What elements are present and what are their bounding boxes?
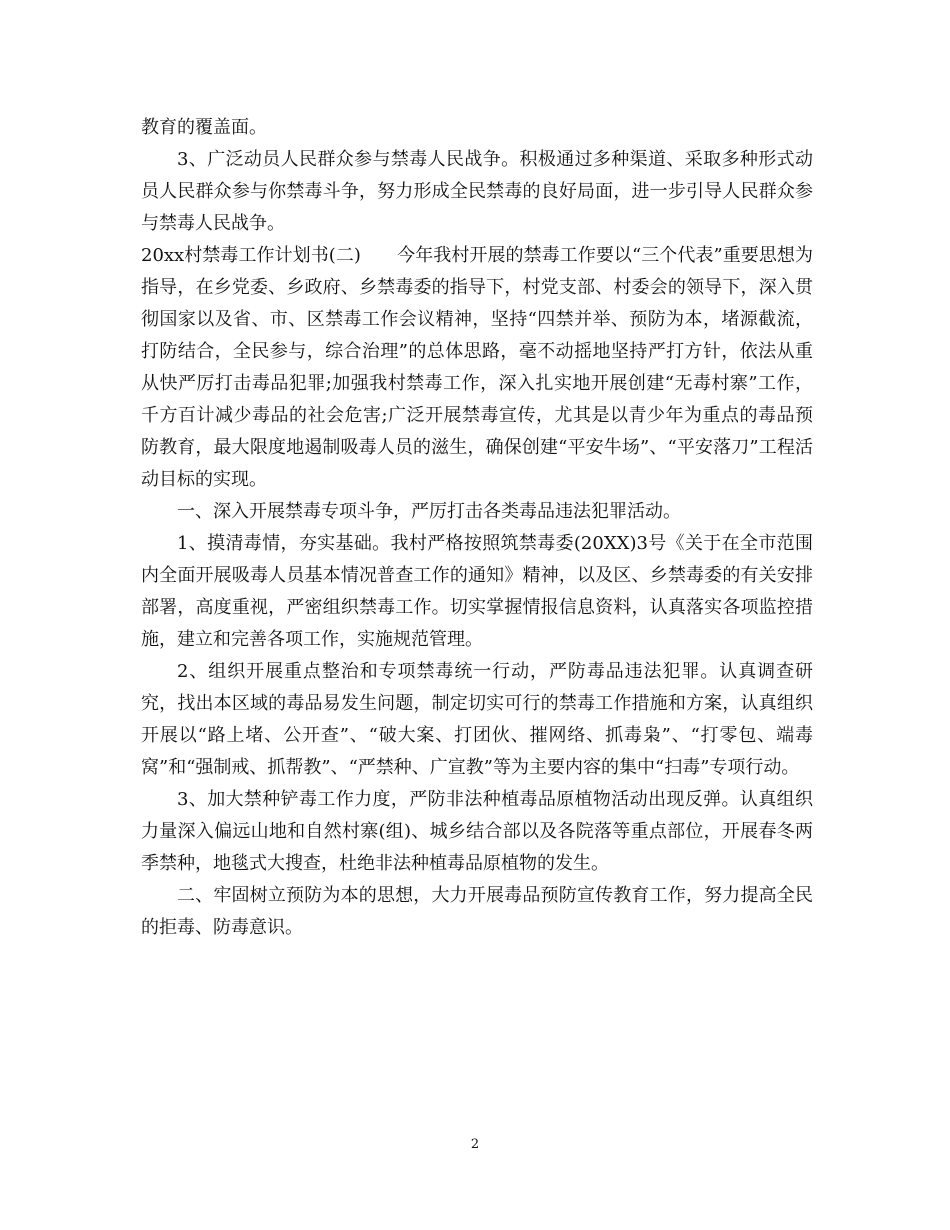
paragraph-7: 3、加大禁种铲毒工作力度，严防非法种植毒品原植物活动出现反弹。认真组织力量深入偏远山地和自然村寨(组)、城乡结合部以及各院落等重点部位，开展春冬两季禁种，地毯式大搜查，杜绝非法种植毒品原植物的发生。 xyxy=(141,789,813,874)
paragraph-6: 2、组织开展重点整治和专项禁毒统一行动，严防毒品违法犯罪。认真调查研究，找出本区域的毒品易发生问题，制定切实可行的禁毒工作措施和方案，认真组织开展以“路上堵、公开查”、“破大案、打团伙、摧网络、抓毒枭”、“打零包、端毒窝”和“强制戒、抓帮教”、“严禁种、广宣教”等为主要内容的集中“扫毒”专项行动。 xyxy=(141,661,813,778)
paragraph-2: 3、广泛动员人民群众参与禁毒人民战争。积极通过多种渠道、采取多种形式动员人民群众参与你禁毒斗争，努力形成全民禁毒的良好局面，进一步引导人民群众参与禁毒人民战争。 xyxy=(141,149,813,234)
paragraph-4: 一、深入开展禁毒专项斗争，严厉打击各类毒品违法犯罪活动。 xyxy=(177,501,681,522)
paragraph-1: 教育的覆盖面。 xyxy=(141,117,267,138)
paragraph-5: 1、摸清毒情，夯实基础。我村严格按照筑禁毒委(20XX)3号《关于在全市范围内全面开展吸毒人员基本情况普查工作的通知》精神，以及区、乡禁毒委的有关安排部署，高度重视，严密组织禁毒工作。切实掌握情报信息资料，认真落实各项监控措施，建立和完善各项工作，实施规范管理。 xyxy=(141,533,813,650)
page-number: 2 xyxy=(470,1137,480,1152)
paragraph-8: 二、牢固树立预防为本的思想，大力开展毒品预防宣传教育工作，努力提高全民的拒毒、防毒意识。 xyxy=(141,885,813,938)
paragraph-3: 20xx村禁毒工作计划书(二) 今年我村开展的禁毒工作要以“三个代表”重要思想为指导，在乡党委、乡政府、乡禁毒委的指导下，村党支部、村委会的领导下，深入贯彻国家以及省、市、区禁毒工作会议精神，坚持“四禁并举、预防为本，堵源截流，打防结合，全民参与，综合治理”的总体思路，毫不动摇地坚持严打方针，依法从重从快严厉打击毒品犯罪;加强我村禁毒工作，深入扎实地开展创建“无毒村寨”工作，千方百计减少毒品的社会危害;广泛开展禁毒宣传，尤其是以青少年为重点的毒品预防教育，最大限度地遏制吸毒人员的滋生，确保创建“平安牛场”、“平安落刀”工程活动目标的实现。 xyxy=(141,245,813,490)
document-body xyxy=(141,112,813,944)
